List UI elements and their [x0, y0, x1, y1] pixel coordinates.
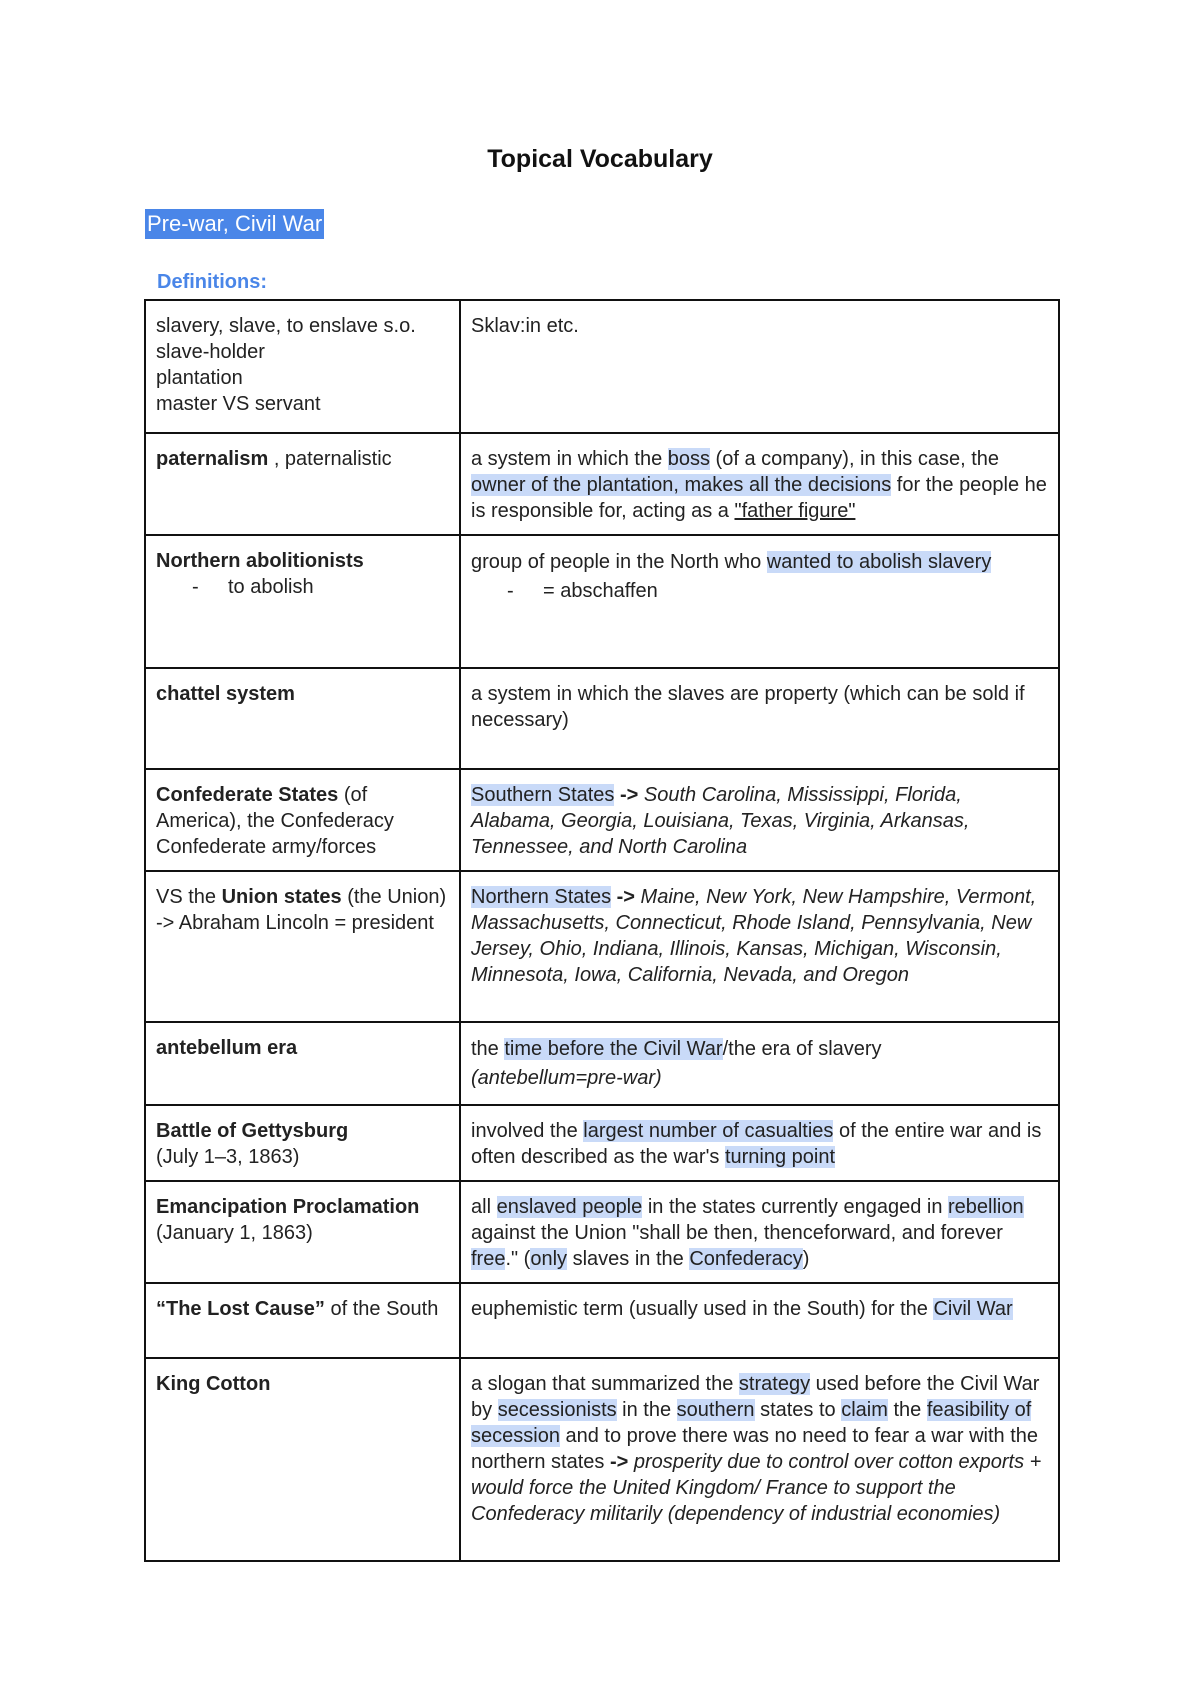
term-cell	[145, 1105, 460, 1181]
definitions-heading: Definitions:	[157, 271, 267, 293]
definition-text: involved the	[471, 1120, 584, 1142]
term-bold: Union states	[221, 886, 342, 908]
highlight: Civil War	[933, 1298, 1013, 1320]
definition-text: euphemistic term (usually used in the South) for the	[471, 1298, 934, 1320]
definition-text: a slogan that summarized the	[471, 1373, 739, 1395]
bullet-text: to abolish	[228, 576, 314, 598]
definition-text: against the Union "shall be then, thenceforward, and forever	[471, 1222, 1003, 1244]
term-cell	[145, 871, 460, 1022]
definition-cell	[460, 1022, 1059, 1105]
definition-text: the	[887, 1399, 927, 1421]
page-title: Topical Vocabulary	[487, 145, 713, 173]
arrow-symbol: ->	[611, 886, 641, 908]
definition-text: Sklav:in etc.	[471, 315, 579, 337]
definition-text: in the	[616, 1399, 677, 1421]
highlight: rebellion	[948, 1196, 1024, 1218]
table-row	[145, 1283, 1059, 1358]
definition-text: /the era of slavery	[722, 1038, 882, 1060]
term-cell	[145, 433, 460, 535]
definition-text: states to	[754, 1399, 842, 1421]
term-bold: Northern abolitionists	[156, 550, 364, 572]
definition-cell	[460, 535, 1059, 668]
term-cell	[145, 668, 460, 769]
definition-text: of the entire war and is often described as the war's	[471, 1120, 1042, 1168]
arrow-symbol: ->	[614, 784, 644, 806]
highlight: strategy	[738, 1373, 811, 1395]
term-bold: Emancipation Proclamation	[156, 1196, 420, 1218]
bullet-dash: -	[507, 580, 514, 602]
highlight: claim	[841, 1399, 888, 1421]
table-row	[145, 1358, 1059, 1561]
table-row	[145, 433, 1059, 535]
term-line: plantation	[156, 367, 243, 389]
term-line: slavery, slave, to enslave s.o.	[156, 315, 416, 337]
highlight: feasibility of secession	[471, 1399, 1032, 1447]
definition-text: in the states currently engaged in	[642, 1196, 949, 1218]
bullet-text: = abschaffen	[543, 580, 658, 602]
term-text: (of America), the Confederacy	[156, 784, 394, 832]
section-heading: Pre-war, Civil War	[145, 209, 324, 239]
definition-cell	[460, 1358, 1059, 1561]
term-bold: Confederate States	[156, 784, 339, 806]
table-row	[145, 1105, 1059, 1181]
table-row	[145, 769, 1059, 871]
definition-text: group of people in the North who	[471, 551, 767, 573]
term-line: Confederate army/forces	[156, 836, 377, 858]
term-bold: Battle of Gettysburg	[156, 1120, 349, 1142]
table-row	[145, 535, 1059, 668]
term-cell	[145, 535, 460, 668]
term-bold: antebellum era	[156, 1037, 298, 1059]
table-row	[145, 668, 1059, 769]
italic-text: (antebellum=pre-war)	[471, 1067, 662, 1089]
bullet-item	[471, 577, 1048, 606]
term-bold: chattel system	[156, 683, 295, 705]
table-row	[145, 1022, 1059, 1105]
bullet-item	[156, 574, 449, 600]
definition-text: ." (	[505, 1248, 531, 1270]
definition-cell	[460, 871, 1059, 1022]
table-row	[145, 871, 1059, 1022]
definition-text: (of a company), in this case, the	[710, 448, 1000, 470]
term-bold: paternalism	[156, 448, 269, 470]
term-line: slave-holder	[156, 341, 265, 363]
bullet-dash: -	[192, 576, 199, 598]
highlight: boss	[667, 448, 710, 470]
italic-text: Maine, New York, New Hampshire, Vermont, Massachusetts, Connecticut, Rhode Island, Pennsylvania, New Jersey, Ohio, Indiana, Illinois, Kansas, Michigan, Wisconsin, Minnesota, Iowa, California, Nevada, and Oregon	[471, 886, 1037, 986]
definition-text: a system in which the slaves are property (which can be sold if necessary)	[471, 683, 1025, 731]
term-line	[156, 782, 449, 834]
definition-text: slaves in the	[567, 1248, 690, 1270]
table-row	[145, 300, 1059, 433]
term-cell	[145, 300, 460, 433]
term-cell	[145, 1358, 460, 1561]
highlight: wanted to abolish slavery	[766, 551, 992, 573]
italic-text: South Carolina, Mississippi, Florida, Alabama, Georgia, Louisiana, Texas, Virginia, Arkansas, Tennessee, and North Carolina	[471, 784, 970, 858]
definition-text: for the people he is responsible for, acting as a	[471, 474, 1047, 522]
highlight: free	[471, 1248, 506, 1270]
definition-text: )	[802, 1248, 810, 1270]
table-row	[145, 1181, 1059, 1283]
definition-cell	[460, 1181, 1059, 1283]
term-text: , paternalistic	[268, 448, 392, 470]
definition-line	[471, 1035, 1048, 1064]
term-cell	[145, 1181, 460, 1283]
definition-text: used before the Civil War by	[471, 1373, 1040, 1421]
term-cell	[145, 1022, 460, 1105]
highlight: southern	[676, 1399, 755, 1421]
underlined-text: "father figure"	[734, 500, 856, 522]
definition-text: the	[471, 1038, 505, 1060]
highlight: enslaved people	[496, 1196, 643, 1218]
definition-text: all	[471, 1196, 497, 1218]
definition-text: and to prove there was no need to fear a war with the northern states	[471, 1425, 1039, 1473]
definition-cell	[460, 433, 1059, 535]
definition-cell	[460, 769, 1059, 871]
term-cell	[145, 1283, 460, 1358]
term-text: of the South	[324, 1298, 439, 1320]
term-text: (the Union) -> Abraham Lincoln = president	[156, 886, 447, 934]
definition-text: a system in which the	[471, 448, 668, 470]
italic-text: prosperity due to control over cotton exports + would force the United Kingdom/ France to support the Confederacy militarily (dependency of industrial economies)	[471, 1451, 1042, 1525]
highlight: Confederacy	[689, 1248, 803, 1270]
highlight: secessionists	[497, 1399, 617, 1421]
definition-cell	[460, 1283, 1059, 1358]
arrow-symbol: ->	[604, 1451, 634, 1473]
term-line: (July 1–3, 1863)	[156, 1146, 300, 1168]
highlight: only	[530, 1248, 568, 1270]
highlight: turning point	[724, 1146, 836, 1168]
term-line: master VS servant	[156, 393, 321, 415]
definition-line	[471, 548, 1048, 577]
highlight: largest number of casualties	[583, 1120, 834, 1142]
highlight: Northern States	[471, 886, 612, 908]
term-bold: “The Lost Cause”	[156, 1298, 325, 1320]
vocabulary-table	[144, 299, 1060, 1562]
definition-cell	[460, 1105, 1059, 1181]
term-bold: King Cotton	[156, 1373, 271, 1395]
term-cell	[145, 769, 460, 871]
definition-cell	[460, 668, 1059, 769]
term-line: (January 1, 1863)	[156, 1222, 313, 1244]
highlight: time before the Civil War	[504, 1038, 723, 1060]
definition-cell	[460, 300, 1059, 433]
highlight: owner of the plantation, makes all the decisions	[471, 474, 892, 496]
term-text: VS the	[156, 886, 222, 908]
highlight: Southern States	[471, 784, 615, 806]
